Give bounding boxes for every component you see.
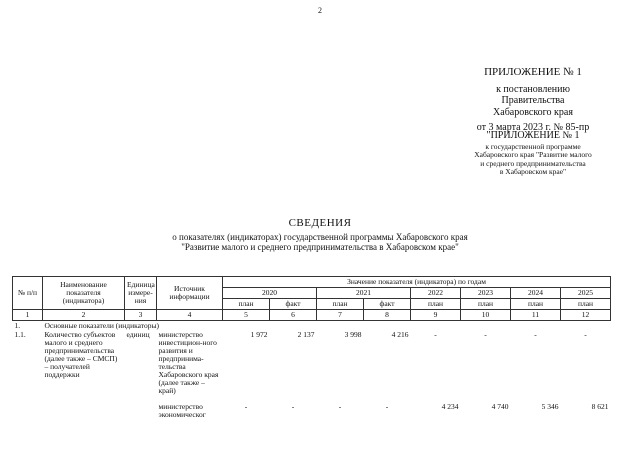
appendix-line: к постановлению: [496, 83, 570, 95]
row-unit: единиц: [126, 330, 150, 340]
appendix-block: [468, 66, 598, 134]
column-number: 9: [411, 309, 461, 320]
row-value: -: [291, 402, 295, 412]
appendix-program-line: Хабаровского края "Развитие малого: [474, 150, 592, 160]
column-number: 12: [561, 309, 611, 320]
header-plan: план: [411, 298, 461, 309]
header-fact: факт: [270, 298, 317, 309]
header-year: 2020: [223, 287, 317, 298]
header-plan: план: [317, 298, 364, 309]
row-value: 1 972: [250, 330, 268, 340]
table-row: [13, 330, 611, 395]
header-plan: план: [511, 298, 561, 309]
row-value: -: [534, 330, 537, 340]
row-indicator-name: Количество субъектов малого и среднего предпринимательства (далее также – СМСП) – получателей поддержки: [44, 330, 118, 379]
header-year: 2024: [511, 287, 561, 298]
header-fact: факт: [364, 298, 411, 309]
row-value: 2 137: [297, 330, 315, 340]
header-source: Источник информации: [157, 277, 223, 310]
section-number: 1.: [14, 320, 21, 330]
appendix-title: ПРИЛОЖЕНИЕ № 1: [484, 66, 582, 78]
section-label: Основные показатели (индикаторы): [44, 320, 159, 330]
column-number: 8: [364, 309, 411, 320]
indicators-table: [12, 276, 611, 420]
row-value: -: [385, 402, 389, 412]
column-number: 6: [270, 309, 317, 320]
row-value: -: [244, 402, 248, 412]
row-value: 4 216: [391, 330, 409, 340]
appendix-program-title: "ПРИЛОЖЕНИЕ № 1: [486, 130, 580, 141]
header-plan: план: [561, 298, 611, 309]
appendix-program-line: и среднего предпринимательства: [480, 158, 586, 168]
heading-title: СВЕДЕНИЯ: [288, 217, 352, 229]
row-value: 3 998: [344, 330, 362, 340]
row-value: 4 740: [491, 402, 509, 412]
header-year: 2022: [411, 287, 461, 298]
row-number: 1.1.: [14, 330, 26, 340]
table-row: [13, 395, 611, 420]
column-number: 7: [317, 309, 364, 320]
header-values: Значение показателя (индикатора) по годам: [223, 277, 611, 288]
row-value: -: [484, 330, 487, 340]
heading-line: "Развитие малого и среднего предпринимательства в Хабаровском крае": [181, 241, 459, 252]
heading-line: о показателях (индикаторах) государственной программы Хабаровского края: [172, 232, 468, 242]
appendix-line: Правительства: [501, 95, 565, 107]
appendix-program-line: к государственной программе: [485, 141, 581, 151]
header-num: № п/п: [13, 277, 43, 310]
header-year: 2023: [461, 287, 511, 298]
row-value: 4 234: [441, 402, 459, 412]
row-value: -: [338, 402, 342, 412]
page-number: 2: [318, 6, 322, 15]
appendix-line: от 3 марта 2023 г. № 85-пр: [476, 122, 590, 134]
column-number: 3: [125, 309, 157, 320]
row-value: 5 346: [541, 402, 559, 412]
column-number: 5: [223, 309, 270, 320]
header-plan: план: [461, 298, 511, 309]
appendix-program-line: в Хабаровском крае": [499, 167, 567, 177]
header-name: Наименование показателя (индикатора): [43, 277, 125, 310]
header-plan: план: [223, 298, 270, 309]
column-number: 1: [13, 309, 43, 320]
row-source: министерство экономическог: [158, 402, 206, 420]
row-value: 8 621: [591, 402, 609, 412]
column-number: 11: [511, 309, 561, 320]
appendix-program-block: [468, 130, 598, 177]
row-value: -: [434, 330, 437, 340]
document-heading: [0, 217, 640, 253]
column-number: 10: [461, 309, 511, 320]
appendix-line: Хабаровского края: [493, 106, 573, 118]
header-year: 2025: [561, 287, 611, 298]
column-number: 4: [157, 309, 223, 320]
row-source: министерство инвестицион-ного развития и предпринима-тельства Хабаровского края (далее также – край): [158, 330, 219, 395]
header-unit: Единица измере-ния: [125, 277, 157, 310]
column-number: 2: [43, 309, 125, 320]
row-value: -: [584, 330, 587, 340]
header-year: 2021: [317, 287, 411, 298]
